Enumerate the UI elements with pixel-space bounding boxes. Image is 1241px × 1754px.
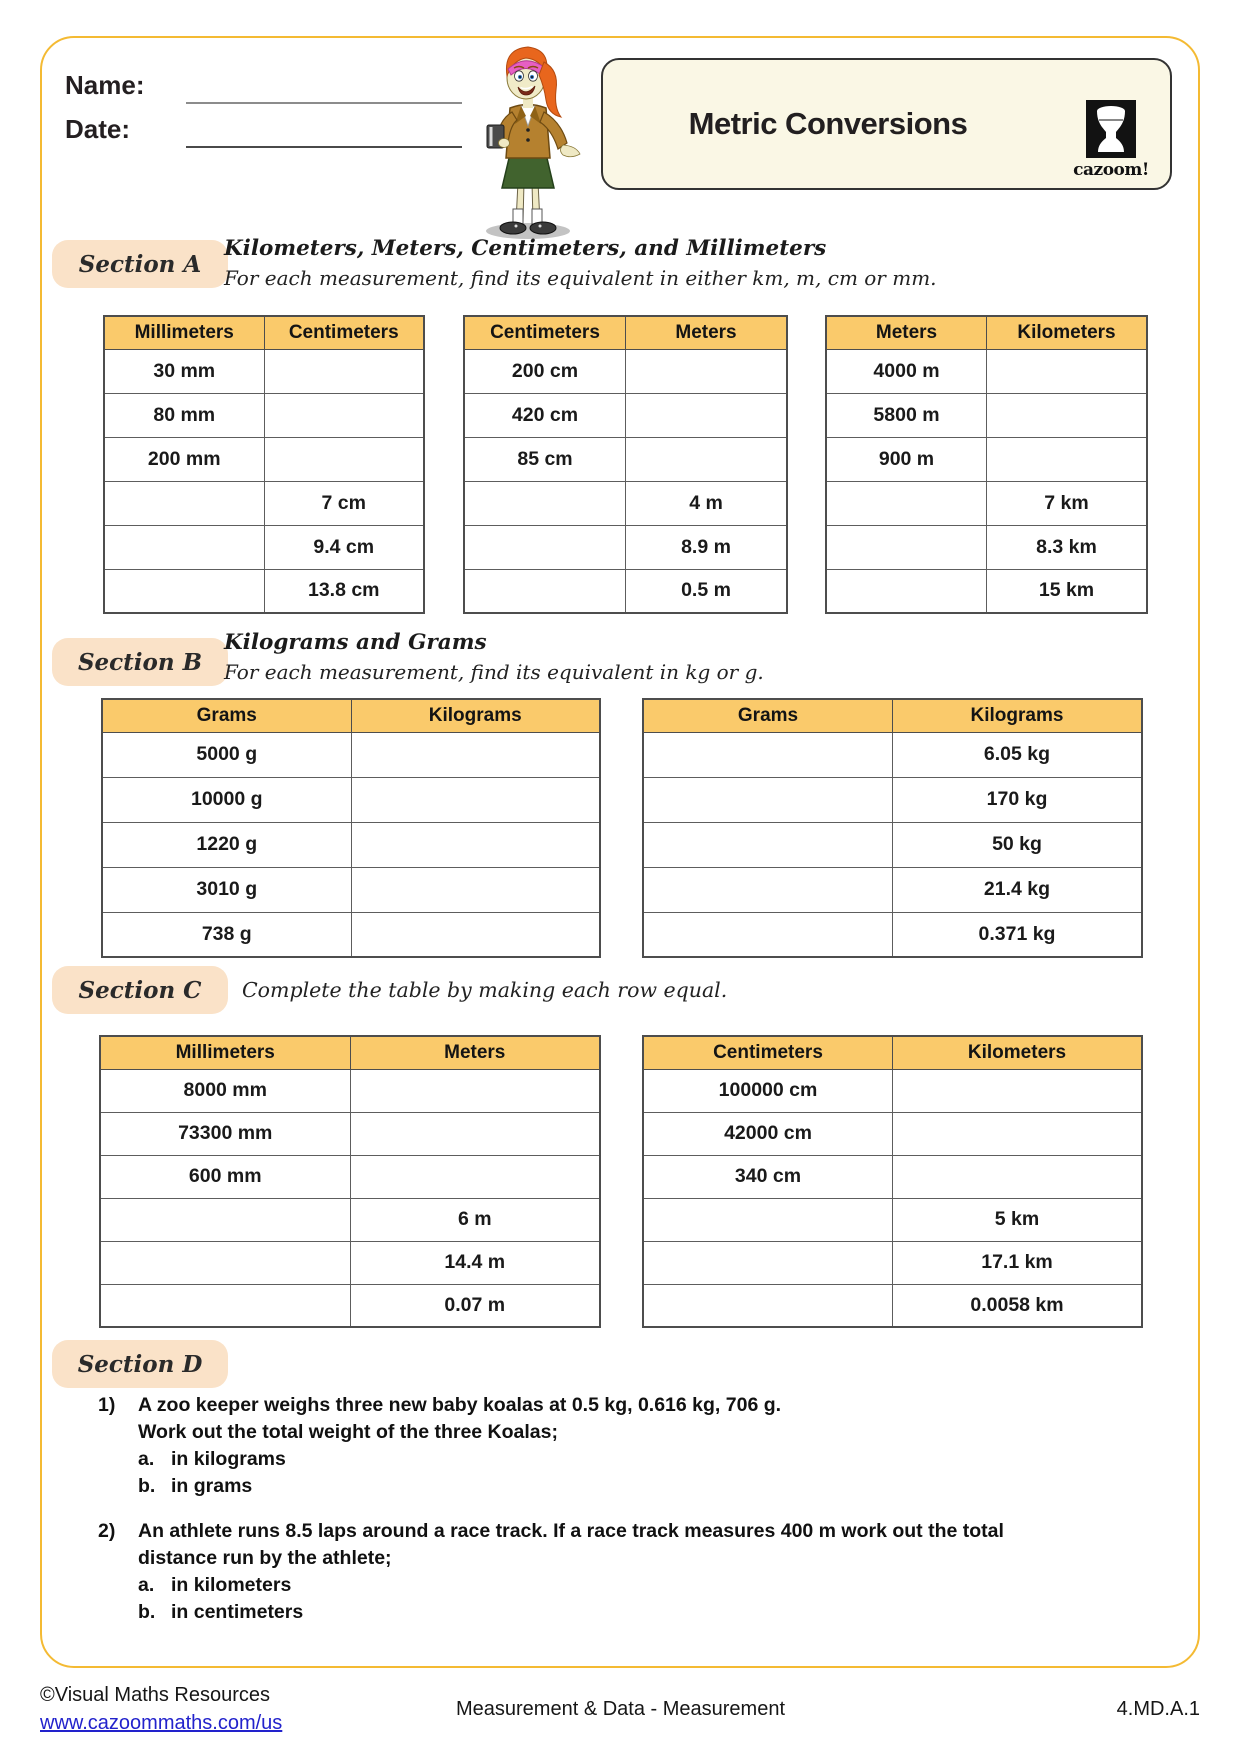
table-row <box>643 1284 1142 1327</box>
answer-cell-empty <box>826 525 987 569</box>
table-row <box>104 481 424 525</box>
table-header-row <box>100 1036 600 1069</box>
section-d-label: Section D <box>52 1340 228 1388</box>
column-header: Meters <box>626 316 788 349</box>
table-row <box>643 732 1142 777</box>
value-cell: 200 mm <box>104 437 264 481</box>
value-cell: 85 cm <box>464 437 626 481</box>
value-cell: 340 cm <box>643 1155 893 1198</box>
answer-cell-empty <box>893 1112 1143 1155</box>
table-row <box>104 569 424 613</box>
table-millimeters-meters <box>99 1035 601 1328</box>
table-row <box>826 349 1147 393</box>
table-row <box>464 437 787 481</box>
value-cell: 0.0058 km <box>893 1284 1143 1327</box>
table-row <box>104 349 424 393</box>
value-cell: 8.3 km <box>987 525 1148 569</box>
table-row <box>104 393 424 437</box>
value-cell: 9.4 cm <box>264 525 424 569</box>
date-label: Date: <box>65 114 131 144</box>
section-a-instruction: For each measurement, find its equivalent in either km, m, cm or mm. <box>224 266 937 290</box>
table-row <box>826 525 1147 569</box>
value-cell: 30 mm <box>104 349 264 393</box>
value-cell: 17.1 km <box>893 1241 1143 1284</box>
table-row <box>643 912 1142 957</box>
column-header: Millimeters <box>104 316 264 349</box>
value-cell: 5000 g <box>102 732 351 777</box>
answer-cell-empty <box>350 1112 600 1155</box>
answer-cell-empty <box>643 1241 893 1284</box>
column-header: Grams <box>643 699 893 732</box>
table-row <box>643 1069 1142 1112</box>
table-row <box>826 393 1147 437</box>
answer-cell-empty <box>351 822 600 867</box>
table-header-row <box>643 699 1142 732</box>
value-cell: 100000 cm <box>643 1069 893 1112</box>
table-row <box>102 867 600 912</box>
value-cell: 738 g <box>102 912 351 957</box>
answer-cell-empty <box>351 732 600 777</box>
value-cell: 4 m <box>626 481 788 525</box>
section-a-heading: Kilometers, Meters, Centimeters, and Millimeters <box>224 236 827 261</box>
table-row <box>104 525 424 569</box>
value-cell: 8000 mm <box>100 1069 350 1112</box>
problem-2-part-a-letter: a. <box>138 1574 155 1596</box>
value-cell: 10000 g <box>102 777 351 822</box>
page-title: Metric Conversions <box>688 106 968 141</box>
value-cell: 15 km <box>987 569 1148 613</box>
answer-cell-empty <box>643 867 893 912</box>
answer-cell-empty <box>826 481 987 525</box>
answer-cell-empty <box>100 1284 350 1327</box>
answer-cell-empty <box>987 349 1148 393</box>
answer-cell-empty <box>264 437 424 481</box>
section-a-label: Section A <box>52 240 228 288</box>
answer-cell-empty <box>987 437 1148 481</box>
value-cell: 0.371 kg <box>893 912 1143 957</box>
problem-1-part-b-text: in grams <box>171 1474 253 1497</box>
table-row <box>464 569 787 613</box>
table-header-row <box>104 316 424 349</box>
problem-1 <box>98 1392 1138 1499</box>
table-row <box>826 569 1147 613</box>
value-cell: 200 cm <box>464 349 626 393</box>
value-cell: 1220 g <box>102 822 351 867</box>
answer-cell-empty <box>626 349 788 393</box>
value-cell: 7 cm <box>264 481 424 525</box>
answer-cell-empty <box>893 1069 1143 1112</box>
table-row <box>643 1112 1142 1155</box>
table-row <box>100 1069 600 1112</box>
answer-cell-empty <box>104 525 264 569</box>
value-cell: 900 m <box>826 437 987 481</box>
value-cell: 8.9 m <box>626 525 788 569</box>
column-header: Millimeters <box>100 1036 350 1069</box>
table-row <box>100 1284 600 1327</box>
value-cell: 6.05 kg <box>893 732 1143 777</box>
footer-topic: Measurement & Data - Measurement <box>455 1698 786 1720</box>
table-row <box>464 481 787 525</box>
answer-cell-empty <box>464 481 626 525</box>
value-cell: 7 km <box>987 481 1148 525</box>
value-cell: 420 cm <box>464 393 626 437</box>
student-girl-illustration <box>466 42 600 244</box>
table-row <box>826 481 1147 525</box>
cazoom-logo-text: cazoom! <box>1073 160 1149 180</box>
table-row <box>104 437 424 481</box>
problem-1-number: 1) <box>98 1394 116 1416</box>
problem-2-number: 2) <box>98 1520 116 1542</box>
problem-2-part-b-letter: b. <box>138 1600 156 1623</box>
table-row <box>100 1241 600 1284</box>
answer-cell-empty <box>100 1241 350 1284</box>
column-header: Kilograms <box>351 699 600 732</box>
answer-cell-empty <box>104 569 264 613</box>
table-meters-kilometers <box>825 315 1148 614</box>
answer-cell-empty <box>351 777 600 822</box>
table-header-row <box>643 1036 1142 1069</box>
answer-cell-empty <box>464 525 626 569</box>
answer-cell-empty <box>643 1284 893 1327</box>
table-row <box>102 777 600 822</box>
answer-cell-empty <box>643 912 893 957</box>
column-header: Meters <box>826 316 987 349</box>
value-cell: 42000 cm <box>643 1112 893 1155</box>
problem-2 <box>98 1518 1138 1625</box>
table-row <box>100 1112 600 1155</box>
table-grams-kilograms-left <box>101 698 601 958</box>
value-cell: 13.8 cm <box>264 569 424 613</box>
answer-cell-empty <box>350 1069 600 1112</box>
value-cell: 73300 mm <box>100 1112 350 1155</box>
answer-cell-empty <box>826 569 987 613</box>
column-header: Centimeters <box>464 316 626 349</box>
table-row <box>100 1198 600 1241</box>
table-header-row <box>102 699 600 732</box>
answer-cell-empty <box>350 1155 600 1198</box>
value-cell: 5 km <box>893 1198 1143 1241</box>
table-row <box>102 732 600 777</box>
column-header: Kilometers <box>987 316 1148 349</box>
answer-cell-empty <box>643 732 893 777</box>
table-row <box>464 393 787 437</box>
answer-cell-empty <box>351 867 600 912</box>
column-header: Grams <box>102 699 351 732</box>
answer-cell-empty <box>100 1198 350 1241</box>
value-cell: 0.5 m <box>626 569 788 613</box>
value-cell: 80 mm <box>104 393 264 437</box>
value-cell: 600 mm <box>100 1155 350 1198</box>
table-row <box>464 525 787 569</box>
problem-2-part-b-text: in centimeters <box>171 1600 304 1623</box>
table-row <box>643 1241 1142 1284</box>
answer-cell-empty <box>643 822 893 867</box>
value-cell: 5800 m <box>826 393 987 437</box>
value-cell: 4000 m <box>826 349 987 393</box>
name-fill-line <box>186 102 462 104</box>
answer-cell-empty <box>626 393 788 437</box>
footer-copyright: ©Visual Maths Resources <box>40 1684 271 1706</box>
problem-1-part-a-letter: a. <box>138 1448 155 1470</box>
problem-1-part-a-text: in kilograms <box>171 1448 286 1470</box>
table-centimeters-kilometers <box>642 1035 1143 1328</box>
answer-cell-empty <box>264 393 424 437</box>
footer-standard-code: 4.MD.A.1 <box>1116 1698 1200 1720</box>
date-fill-line <box>186 146 462 148</box>
section-b-label: Section B <box>52 638 228 686</box>
value-cell: 14.4 m <box>350 1241 600 1284</box>
section-b-heading: Kilograms and Grams <box>224 630 487 655</box>
value-cell: 0.07 m <box>350 1284 600 1327</box>
table-row <box>826 437 1147 481</box>
table-row <box>643 867 1142 912</box>
table-row <box>464 349 787 393</box>
problem-2-line-2: distance run by the athlete; <box>138 1547 392 1569</box>
table-row <box>643 1198 1142 1241</box>
table-row <box>102 822 600 867</box>
value-cell: 50 kg <box>893 822 1143 867</box>
table-header-row <box>464 316 787 349</box>
section-b-instruction: For each measurement, find its equivalent in kg or g. <box>224 660 764 684</box>
table-row <box>100 1155 600 1198</box>
column-header: Kilometers <box>893 1036 1143 1069</box>
table-header-row <box>826 316 1147 349</box>
djembe-drum-icon <box>1086 100 1136 158</box>
value-cell: 6 m <box>350 1198 600 1241</box>
answer-cell-empty <box>464 569 626 613</box>
table-millimeters-centimeters <box>103 315 425 614</box>
column-header: Meters <box>350 1036 600 1069</box>
answer-cell-empty <box>351 912 600 957</box>
value-cell: 3010 g <box>102 867 351 912</box>
problem-1-line-1: A zoo keeper weighs three new baby koalas at 0.5 kg, 0.616 kg, 706 g. <box>138 1394 782 1416</box>
problem-1-part-b-letter: b. <box>138 1474 156 1497</box>
answer-cell-empty <box>104 481 264 525</box>
table-centimeters-meters <box>463 315 788 614</box>
problem-1-line-2: Work out the total weight of the three Koalas; <box>138 1421 558 1443</box>
table-row <box>643 822 1142 867</box>
problem-2-line-1: An athlete runs 8.5 laps around a race track. If a race track measures 400 m work out the total <box>138 1520 1004 1542</box>
problem-2-part-a-text: in kilometers <box>171 1574 292 1596</box>
value-cell: 21.4 kg <box>893 867 1143 912</box>
name-label: Name: <box>65 70 145 100</box>
answer-cell-empty <box>987 393 1148 437</box>
column-header: Centimeters <box>643 1036 893 1069</box>
section-c-instruction: Complete the table by making each row equal. <box>242 978 728 1002</box>
table-row <box>643 777 1142 822</box>
answer-cell-empty <box>893 1155 1143 1198</box>
answer-cell-empty <box>626 437 788 481</box>
answer-cell-empty <box>643 1198 893 1241</box>
answer-cell-empty <box>643 777 893 822</box>
table-grams-kilograms-right <box>642 698 1143 958</box>
column-header: Kilograms <box>893 699 1143 732</box>
section-c-label: Section C <box>52 966 228 1014</box>
value-cell: 170 kg <box>893 777 1143 822</box>
column-header: Centimeters <box>264 316 424 349</box>
table-row <box>643 1155 1142 1198</box>
footer-website-link[interactable]: www.cazoommaths.com/us <box>40 1712 283 1734</box>
table-row <box>102 912 600 957</box>
answer-cell-empty <box>264 349 424 393</box>
